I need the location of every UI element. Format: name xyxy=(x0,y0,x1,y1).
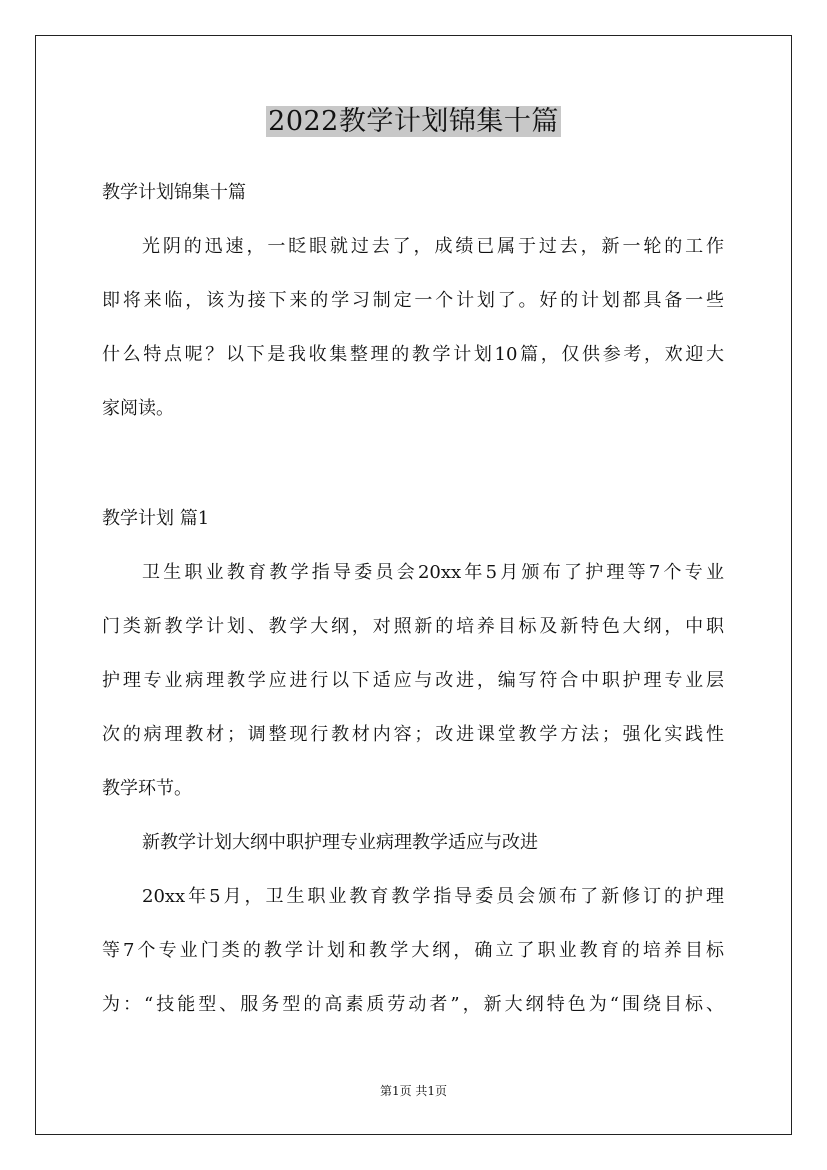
intro-line-2: 即将来临，该为接下来的学习制定一个计划了。好的计划都具备一些 xyxy=(102,290,724,311)
section-p3-line-1: 20xx年5月，卫生职业教育教学指导委员会颁布了新修订的护理 xyxy=(142,886,724,907)
page-footer: 第1页 共1页 xyxy=(379,1084,448,1098)
section-p1-line-2: 门类新教学计划、教学大纲，对照新的培养目标及新特色大纲，中职 xyxy=(102,616,724,637)
section-p1-line-4: 次的病理教材；调整现行教材内容；改进课堂教学方法；强化实践性 xyxy=(102,724,724,745)
section-p1-line-1: 卫生职业教育教学指导委员会20xx年5月颁布了护理等7个专业 xyxy=(142,562,724,583)
document-title: 2022教学计划锦集十篇 xyxy=(268,106,559,137)
document-subtitle: 教学计划锦集十篇 xyxy=(102,182,246,203)
intro-line-3: 什么特点呢？以下是我收集整理的教学计划10篇，仅供参考，欢迎大 xyxy=(102,344,724,365)
section-p2: 新教学计划大纲中职护理专业病理教学适应与改进 xyxy=(142,832,538,853)
section-p3-line-3: 为：“技能型、服务型的高素质劳动者”，新大纲特色为“围绕目标、 xyxy=(102,994,724,1015)
section-p1-line-5: 教学环节。 xyxy=(102,778,192,799)
section-p3-line-2: 等7个专业门类的教学计划和教学大纲，确立了职业教育的培养目标 xyxy=(102,940,724,961)
intro-line-4: 家阅读。 xyxy=(102,398,174,419)
section-heading: 教学计划 篇1 xyxy=(102,508,210,529)
intro-line-1: 光阴的迅速，一眨眼就过去了，成绩已属于过去，新一轮的工作 xyxy=(142,236,724,257)
section-p1-line-3: 护理专业病理教学应进行以下适应与改进，编写符合中职护理专业层 xyxy=(102,670,724,691)
